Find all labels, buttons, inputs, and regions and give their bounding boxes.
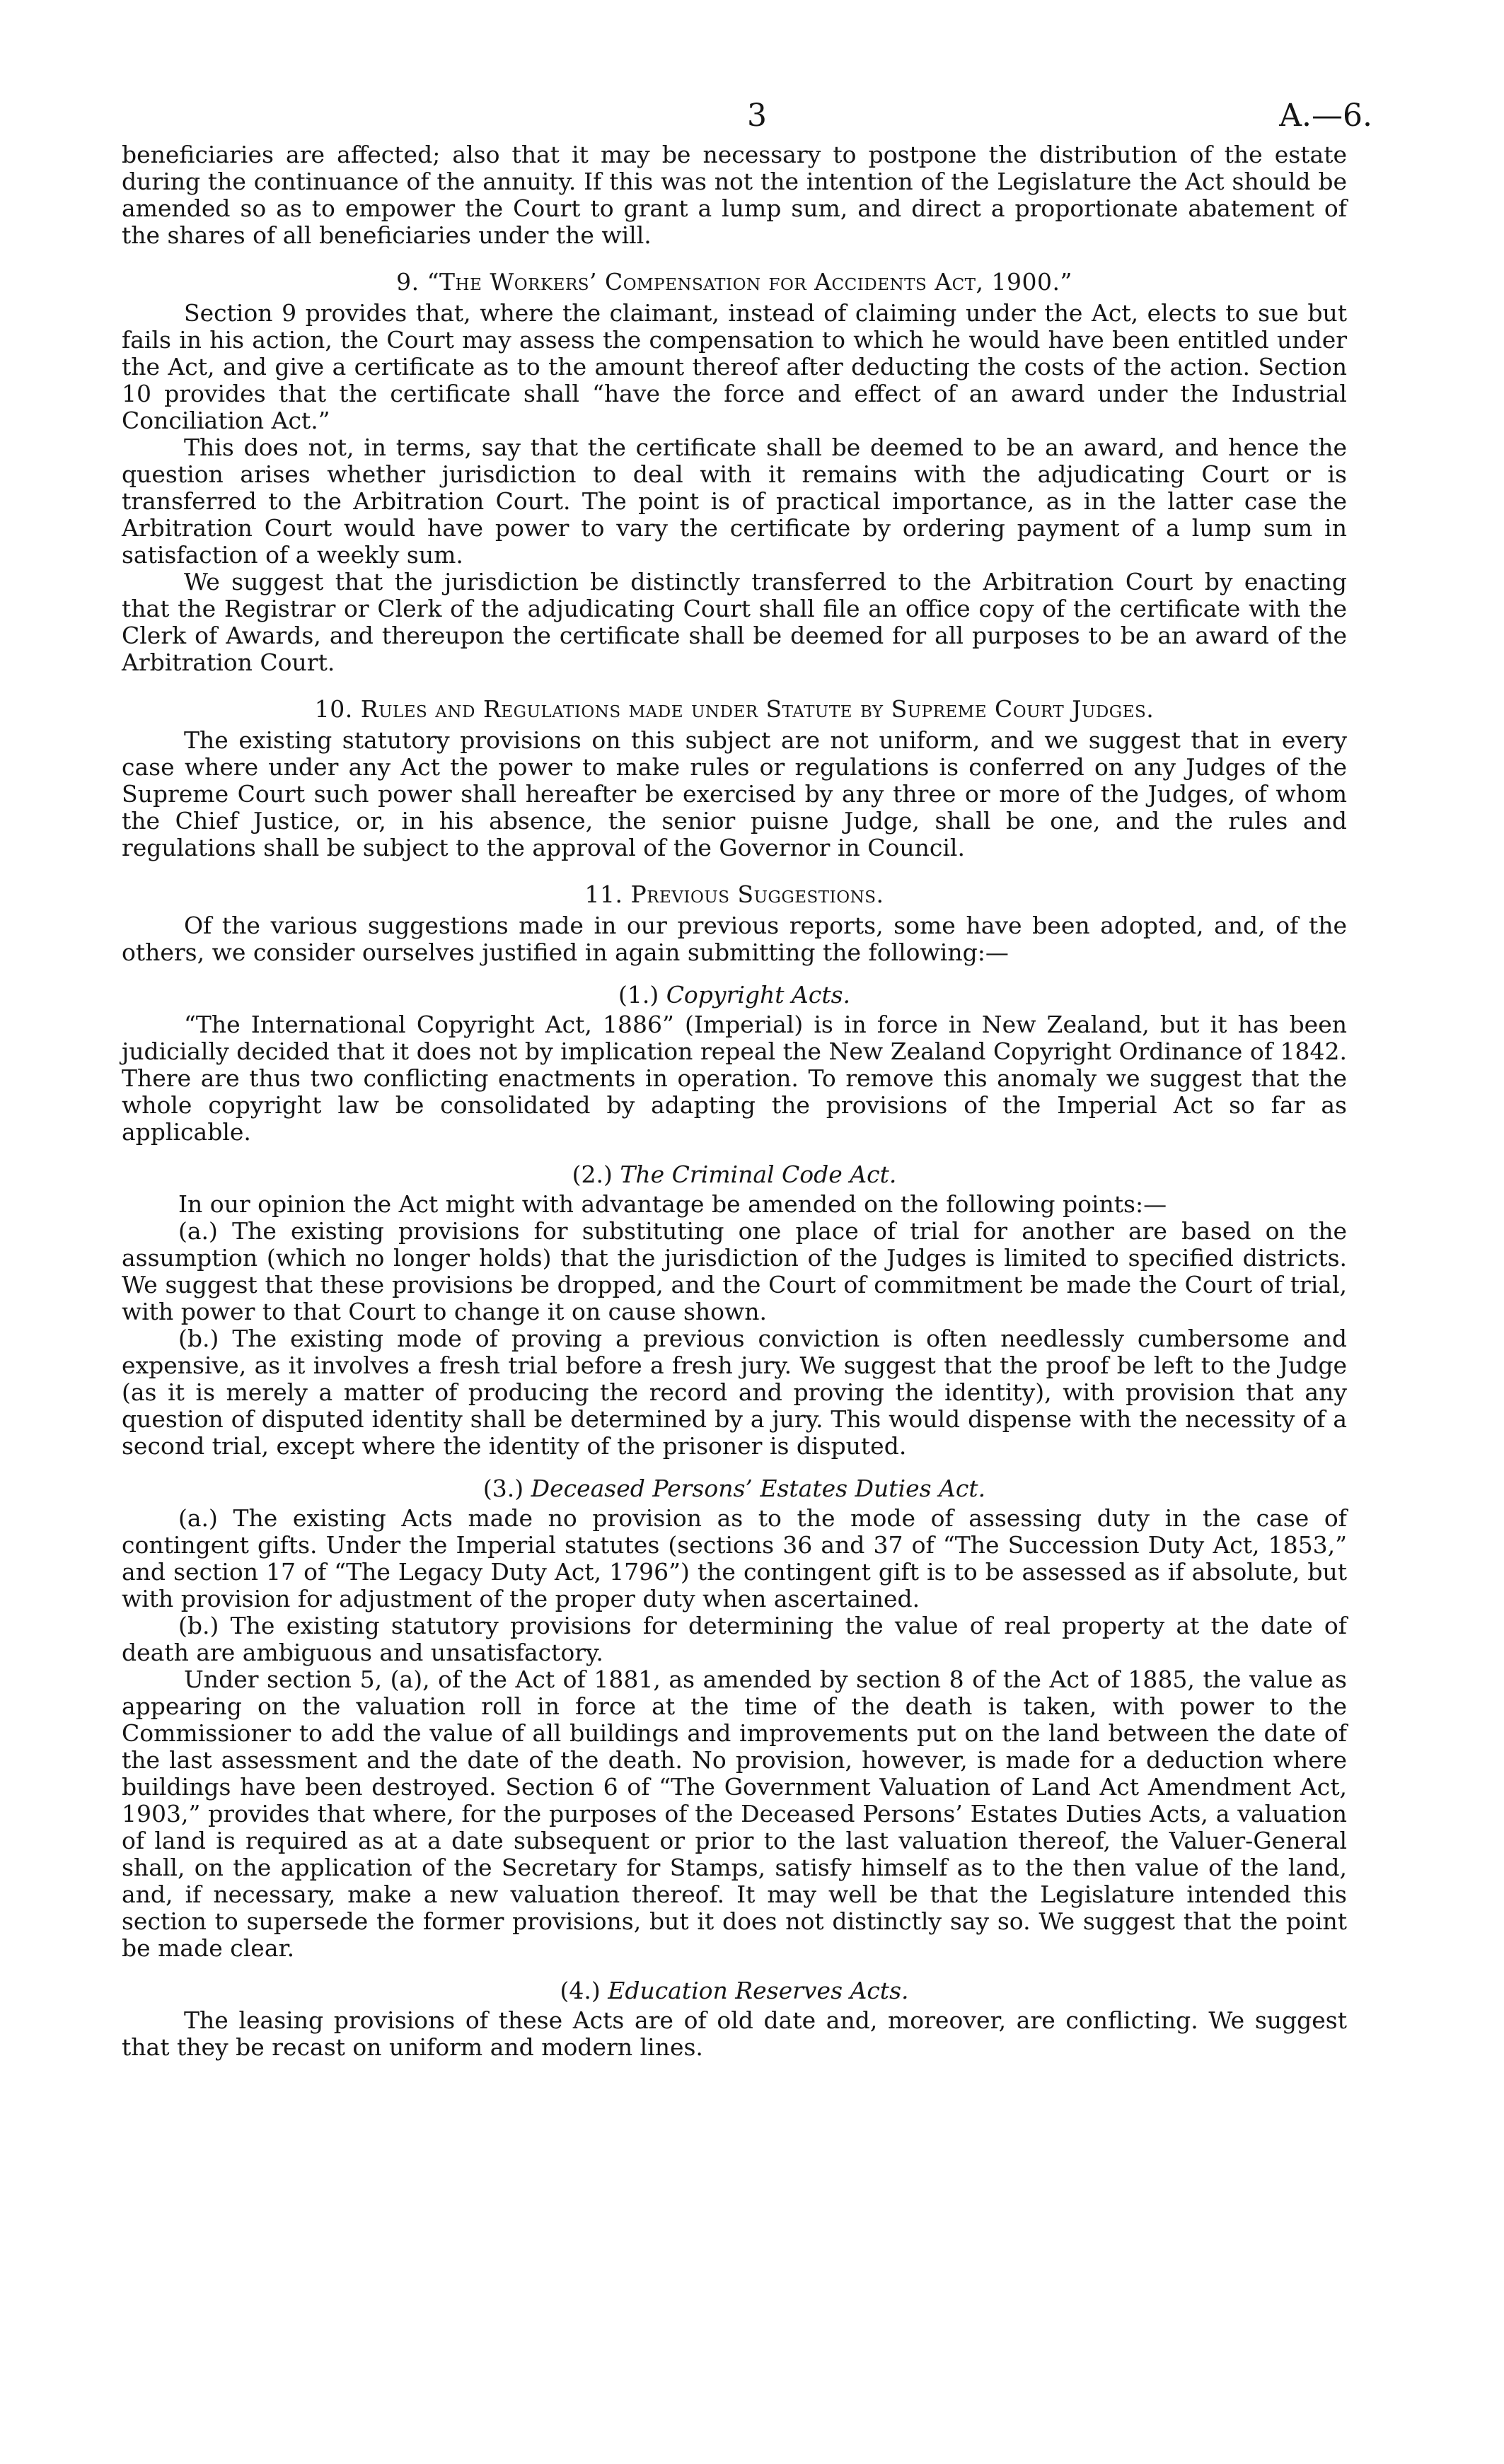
paragraph-point-a: (a.) The existing provisions for substituting one place of trial for another are based on the assumption (which no longer holds) that the jurisdiction of the Judges is limited to specified districts. We suggest that these provisions be dropped, and the Court of commitment be made the Court of trial, with power to that Court to change it on cause shown. bbox=[122, 1217, 1347, 1325]
paragraph-intro: beneficiaries are affected; also that it may be necessary to postpone the distribution of the estate during the continuance of the annuity. If this was not the intention of the Legislature the Act should be amended so as to empower the Court to grant a lump sum, and direct a proportionate abatement of the shares of all beneficiaries under the will. bbox=[122, 141, 1347, 249]
paragraph: Under section 5, (a), of the Act of 1881, as amended by section 8 of the Act of 1885, the value as appearing on the valuation roll in force at the time of the death is taken, with power to the Commissioner to add the value of all buildings and improvements put on the land between the date of the last assessment and the date of the death. No provision, however, is made for a deduction where buildings have been destroyed. Section 6 of “The Government Valuation of Land Act Amendment Act, 1903,” provides that where, for the purposes of the Deceased Persons’ Estates Duties Acts, a valuation of land is required as at a date subsequent or prior to the last valuation thereof, the Valuer-General shall, on the application of the Secretary for Stamps, satisfy himself as to the then value of the land, and, if necessary, make a new valuation thereof. It may well be that the Legislature intended this section to supersede the former provisions, but it does not distinctly say so. We suggest that the point be made clear. bbox=[122, 1666, 1347, 1962]
document-body bbox=[122, 141, 1347, 2061]
paragraph-point-a: (a.) The existing Acts made no provision as to the mode of assessing duty in the case of contingent gifts. Under the Imperial statutes (sections 36 and 37 of “The Succession Duty Act, 1853,” and section 17 of “The Legacy Duty Act, 1796”) the contingent gift is to be assessed as if absolute, but with provision for adjustment of the proper duty when ascertained. bbox=[122, 1504, 1347, 1612]
section-number: 11. bbox=[584, 881, 623, 908]
paragraph: The existing statutory provisions on this subject are not uniform, and we suggest that in every case where under any Act the power to make rules or regulations is conferred on any Judges of the Supreme Court such power shall hereafter be exercised by any three or more of the Judges, of whom the Chief Justice, or, in his absence, the senior puisne Judge, shall be one, and the rules and regulations shall be subject to the approval of the Governor in Council. bbox=[122, 726, 1347, 861]
paragraph: “The International Copyright Act, 1886” (Imperial) is in force in New Zealand, but it has been judicially decided that it does not by implication repeal the New Zealand Copyright Ordinance of 1842. There are thus two conflicting enactments in operation. To remove this anomaly we suggest that the whole copyright law be consolidated by adapting the provisions of the Imperial Act so far as applicable. bbox=[122, 1011, 1347, 1146]
paragraph-point-b: (b.) The existing statutory provisions for determining the value of real property at the date of death are ambiguous and unsatisfactory. bbox=[122, 1612, 1347, 1666]
subsection-criminal-code-heading bbox=[122, 1161, 1347, 1188]
subsection-number: (2.) bbox=[572, 1161, 613, 1188]
subsection-title: The Criminal Code Act. bbox=[620, 1161, 897, 1188]
paragraph: Of the various suggestions made in our previous reports, some have been adopted, and, of the others, we consider ourselves justified in again submitting the following:— bbox=[122, 912, 1347, 966]
subsection-estates-duties-heading bbox=[122, 1475, 1347, 1502]
subsection-number: (4.) bbox=[560, 1977, 601, 2004]
subsection-title: Copyright Acts. bbox=[666, 981, 851, 1009]
subsection-education-reserves-heading bbox=[122, 1977, 1347, 2004]
subsection-number: (3.) bbox=[482, 1475, 524, 1502]
section-number: 9. bbox=[396, 268, 420, 296]
paragraph-point-b: (b.) The existing mode of proving a previous conviction is often needlessly cumbersome and expensive, as it involves a fresh trial before a fresh jury. We suggest that the proof be left to the Judge (as it is merely a matter of producing the record and proving the identity), with provision that any question of disputed identity shall be determined by a jury. This would dispense with the necessity of a second trial, except where the identity of the prisoner is disputed. bbox=[122, 1325, 1347, 1460]
paragraph: In our opinion the Act might with advantage be amended on the following points:— bbox=[178, 1190, 1167, 1218]
section-title: Rules and Regulations made under Statute by Supreme Court Judges. bbox=[360, 695, 1155, 723]
document-reference: A.—6. bbox=[1279, 98, 1372, 134]
section-11-heading bbox=[122, 881, 1347, 908]
paragraph: We suggest that the jurisdiction be distinctly transferred to the Arbitration Court by enacting that the Registrar or Clerk of the adjudicating Court shall file an office copy of the certificate with the Clerk of Awards, and thereupon the certificate shall be deemed for all purposes to be an award of the Arbitration Court. bbox=[122, 568, 1347, 676]
paragraph: The leasing provisions of these Acts are of old date and, moreover, are conflicting. We suggest that they be recast on uniform and modern lines. bbox=[122, 2006, 1347, 2061]
subsection-title: Deceased Persons’ Estates Duties Act. bbox=[531, 1475, 986, 1502]
paragraph: Section 9 provides that, where the claimant, instead of claiming under the Act, elects to sue but fails in his action, the Court may assess the compensation to which he would have been entitled under the Act, and give a certificate as to the amount thereof after deducting the costs of the action. Section 10 provides that the certificate shall “have the force and effect of an award under the Industrial Conciliation Act.” bbox=[122, 299, 1347, 434]
section-title: “The Workers’ Compensation for Accidents Act, 1900.” bbox=[427, 268, 1072, 296]
subsection-copyright-heading bbox=[122, 982, 1347, 1009]
page-number: 3 bbox=[747, 98, 767, 134]
section-number: 10. bbox=[314, 695, 353, 723]
section-title: Previous Suggestions. bbox=[630, 881, 884, 908]
paragraph: This does not, in terms, say that the certificate shall be deemed to be an award, and hence the question arises whether jurisdiction to deal with it remains with the adjudicating Court or is transferred to the Arbitration Court. The point is of practical importance, as in the latter case the Arbitration Court would have power to vary the certificate by ordering payment of a lump sum in satisfaction of a weekly sum. bbox=[122, 434, 1347, 569]
subsection-title: Education Reserves Acts. bbox=[608, 1977, 909, 2004]
subsection-number: (1.) bbox=[618, 981, 659, 1009]
section-10-heading bbox=[122, 696, 1347, 723]
section-9-heading bbox=[122, 269, 1347, 296]
